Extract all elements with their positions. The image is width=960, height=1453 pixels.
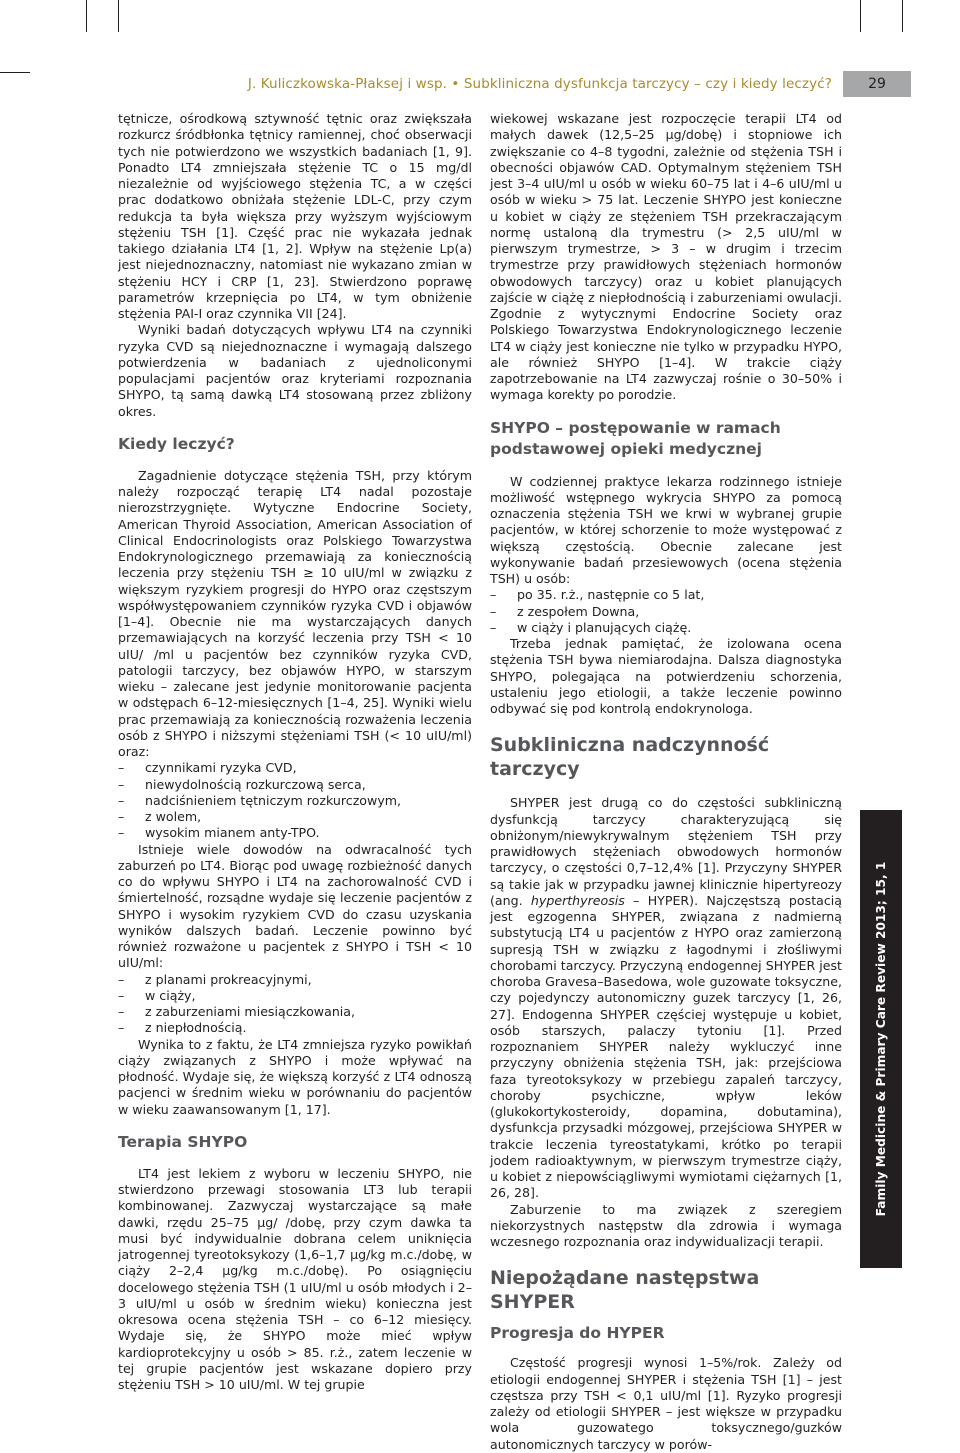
paragraph: Zagadnienie dotyczące stężenia TSH, przy którym należy rozpocząć terapię LT4 nadal pozostaje nierozstrzygnięte. Wytyczne Endocrine Society, American Thyroid Association, American Association of Clinical Endocrinologists oraz Polskiego Towarzystwa Endokrynologicznego przemawiają za koniecznością leczenia przy stężeniu TSH ≥ 10 uIU/ml w związku z większym ryzykiem progresji do HYPO oraz częstszym współwystępowaniem czynników ryzyka CVD i objawów [1–4]. Obecnie nie ma wystarczających danych przemawiających na korzyść leczenia przy TSH < 10 uIU/ /ml u pacjentów bez czynników ryzyka CVD, patologii tarczycy, bez objawów HYPO, w starszym wieku – zalecane jest jedynie monitorowanie pacjenta w odstępach 6–12-miesięcznych [1–4, 25]. Wyniki wielu prac przemawiają za koniecznością rozważenia leczenia osób z SHYPO i niższymi stężeniami TSH (< 10 uIU/ml) oraz: (118, 467, 472, 759)
paragraph: Trzeba jednak pamiętać, że izolowana ocena stężenia TSH bywa niemiarodajna. Dalsza diagnostyka SHYPO, polegająca na potwierdzeniu schorzenia, ustaleniu jego etiologii, a także leczenie powinno odbywać się pod kontrolą endokrynologa. (490, 636, 842, 716)
list-item: – z wolem, (118, 809, 202, 824)
list-item: – niewydolnością rozkurczową serca, (118, 776, 366, 792)
running-header (0, 71, 960, 97)
crop-mark (118, 0, 119, 32)
list-item: – nadciśnieniem tętniczym rozkurczowym, (118, 792, 402, 808)
section-heading-shypo-podstawowa-opieka: SHYPO – postępowanie w ramach podstawowej opieki medycznej (490, 418, 781, 458)
list-item: – z zespołem Downa, (490, 603, 640, 619)
list-item: – z niepłodnością. (118, 1020, 247, 1036)
latin-term: hyperthyreosis (530, 892, 625, 908)
right-column (490, 111, 842, 1453)
section-heading-terapia-shypo: Terapia SHYPO (118, 1132, 248, 1151)
paragraph: W codziennej praktyce lekarza rodzinnego istnieje możliwość wstępnego wykrycia SHYPO za pomocą oznaczenia stężenia TSH we krwi w wybranej grupie pacjentów, w której schorzenie to może występować z większą częstością. Obecnie zalecane jest wykonywanie badań przesiewowych (ocena stężenia TSH) u osób: (490, 473, 842, 586)
paragraph: tętnicze, ośrodkową sztywność tętnic oraz zwiększała rozkurcz śródbłonka tętnicy ramiennej, choć obserwacji tych nie potwierdzono we wszystkich badaniach [1, 9]. Ponadto LT4 zmniejszała stężenie TC o 15 mg/dl niezależnie od wyjściowego stężenia TC, a w części prac dodatkowo obniżała stężenie LDL-C, przy czym redukcja ta była większa przy wyższym wyjściowym stężeniu TSH [1]. Część prac nie wykazała jednak takiego działania LT4 [1, 2]. Wpływ na stężenie Lp(a) jest niejednoznaczny, natomiast nie wykazano zmian w stężeniu HCY i CRP [1, 23]. Stwierdzono poprawę parametrów krzepnięcia po LT4, w tym obniżenie stężenia PAI-I oraz czynnika VII [24]. (118, 111, 472, 321)
paragraph: Wyniki badań dotyczących wpływu LT4 na czynniki ryzyka CVD są niejednoznaczne i wymagają dalszego potwierdzenia w badaniach z ujednoliconymi populacjami pacjentów oraz kryteriami rozpoznania SHYPO, tą samą dawką LT4 stosowaną przez zbliżony okres. (118, 322, 472, 419)
crop-mark (860, 0, 861, 32)
risk-factor-list (118, 760, 472, 841)
subsection-heading-progresja: Progresja do HYPER (490, 1324, 665, 1343)
list-item: – z planami prokreacyjnymi, (118, 971, 312, 987)
list-item: – czynnikami ryzyka CVD, (118, 760, 297, 776)
left-column (118, 111, 472, 1393)
section-heading-subkliniczna-nadczynnosc: Subkliniczna nadczynność tarczycy (490, 734, 770, 781)
paragraph: Istnieje wiele dowodów na odwracalność tych zaburzeń po LT4. Biorąc pod uwagę rozbieżność danych co do wpływu SHYPO i LT4 na zachorowalność CVD i śmiertelność, rozsądne wydaje się leczenie pacjentów z SHYPO i wysokim ryzykiem CVD do czasu uzyskania wyników dalszych badań. Leczenie powinno być również rozważone u pacjentek z SHYPO i TSH < 10 uIU/ml: (118, 841, 472, 971)
paragraph: SHYPER jest drugą co do częstości subkliniczną dysfunkcją tarczycy charakteryzującą się obniżonym/niewykrywalnym stężeniem TSH przy prawidłowych stężeniach obwodowych hormonów tarczycy, o częstości 0,7–12,4% [1]. Przyczyny SHYPER są takie jak w przypadku jawnej klinicznie hipertyreozy (ang. hyperthyreosis – HYPER). Najczęstszą postacią jest egzogenna SHYPER, związana z nadmierną substytucją LT4 u pacjentów z HYPO oraz zamierzoną supresją TSH w związku z łagodnymi i złośliwymi chorobami tarczycy. Przyczyną endogennej SHYPER jest choroba Gravesa–Basedowa, wole guzowate toksyczne, czy pojedynczy autonomiczny guzek tarczycy [1, 26, 27]. Endogenna SHYPER częściej występuje u kobiet, osób starszych, palaczy tytoniu [1]. Przed rozpoznaniem SHYPER należy wykluczyć inne przyczyny obniżenia stężenia TSH, jak: przejściowa faza tyreotoksykozy w przebiegu zapaleń tarczycy, choroby psychiczne, wpływ leków (glukokortykosteroidy, dopamina, dobutamina), dysfunkcja przysadki mózgowej, przejściowa SHYPER w trakcie leczenia tyreostatykami, krótko po terapii jodem radioaktywnym, w pierwszym trymestrze ciąży, u kobiet z niepowściągliwymi wymiotami ciężarnych [1, 26, 28]. (490, 795, 842, 1201)
crop-mark (902, 0, 903, 32)
list-item: – wysokim mianem anty-TPO. (118, 825, 320, 841)
journal-side-band (860, 810, 902, 1268)
paragraph: Częstość progresji wynosi 1–5%/rok. Zależy od etiologii endogennej SHYPER i stężenia TSH [1] – jest częstsza przy TSH < 0,1 uIU/ml [1]. Ryzyko progresji zależy od etiologii SHYPER – jest większe w przypadku wola guzowatego toksycznego/guzków autonomicznych tarczycy w porów- (490, 1355, 842, 1452)
crop-mark (86, 0, 87, 32)
running-title: J. Kuliczkowska-Płaksej i wsp. • Subkliniczna dysfunkcja tarczycy – czy i kiedy leczyć? (247, 76, 832, 92)
journal-citation: Family Medicine & Primary Care Review 2013; 15, 1 (874, 861, 888, 1217)
screening-list (490, 587, 842, 636)
patient-group-list (118, 972, 472, 1037)
section-heading-kiedy-leczyc: Kiedy leczyć? (118, 434, 235, 453)
paragraph: wiekowej wskazane jest rozpoczęcie terapii LT4 od małych dawek (12,5–25 µg/dobę) i stopniowe ich zwiększanie co 4–8 tygodni, zależnie od stężenia TSH i obecności objawów CAD. Optymalnym stężeniem TSH jest 3–4 uIU/ml u osób w wieku 60–75 lat i 4–6 uIU/ml u osób w wieku > 75 lat. Leczenie SHYPO jest konieczne u kobiet w ciąży ze stężeniem TSH przekraczającym normę ustaloną dla trymestru (> 2,5 uIU/ml w pierwszym trymestrze, > 3 – w drugim i trzecim trymestrze przy prawidłowych stężeniach hormonów obwodowych tarczycy) oraz u kobiet planujących zajście w ciążę z niepłodnością i zaburzeniami owulacji. Zgodnie z wytycznymi Endocrine Society oraz Polskiego Towarzystwa Endokrynologicznego leczenie LT4 w ciąży jest konieczne nie tylko w przypadku HYPO, ale również SHYPO [1–4]. W trakcie ciąży zapotrzebowanie na LT4 zazwyczaj rośnie o 30–50% i wymaga korekty po porodzie. (490, 111, 842, 403)
page-number: 29 (843, 71, 911, 97)
list-item: – po 35. r.ż., następnie co 5 lat, (490, 587, 705, 603)
paragraph: Wynika to z faktu, że LT4 zmniejsza ryzyko powikłań ciąży związanych z SHYPO i może wpływać na płodność. Wydaje się, że większą korzyść z LT4 odnoszą pacjenci w średnim wieku w porównaniu do pacjentów w wieku zaawansowanym [1, 17]. (118, 1036, 472, 1117)
paragraph: Zaburzenie to ma związek z szeregiem niekorzystnych następstw dla zdrowia i wymaga wczesnego rozpoznania oraz indywidualizacji terapii. (490, 1201, 842, 1249)
list-item: – w ciąży, (118, 987, 196, 1003)
list-item: – w ciąży i planujących ciążę. (490, 619, 692, 635)
section-heading-niepozadane-nastepstwa: Niepożądane następstwa SHYPER (490, 1267, 760, 1314)
list-item: – z zaburzeniami miesiączkowania, (118, 1004, 356, 1019)
paragraph: LT4 jest lekiem z wyboru w leczeniu SHYPO, nie stwierdzono przewagi stosowania LT3 lub terapii kombinowanej. Zazwyczaj wystarczające są małe dawki, rzędu 25–75 µg/ /dobę, przy czym dawka ta musi być indywidualnie dobrana celem uniknięcia jatrogennej tyreotoksykozy (1,6–1,7 µg/kg m.c./dobę, w ciąży 2–2,4 µg/kg m.c./dobę). Po osiągnięciu docelowego stężenia TSH (1 uIU/ml u osób młodych i 2–3 uIU/ml u osób w średnim wieku) konieczna jest okresowa ocena stężenia TSH – co 6–12 miesięcy. Wydaje się, że SHYPO może mieć wpływ kardioprotekcyjny u osób > 85. r.ż., zatem leczenie w tej grupie pacjentów jest wskazane dopiero przy stężeniu TSH > 10 uIU/ml. W tej grupie (118, 1165, 472, 1392)
